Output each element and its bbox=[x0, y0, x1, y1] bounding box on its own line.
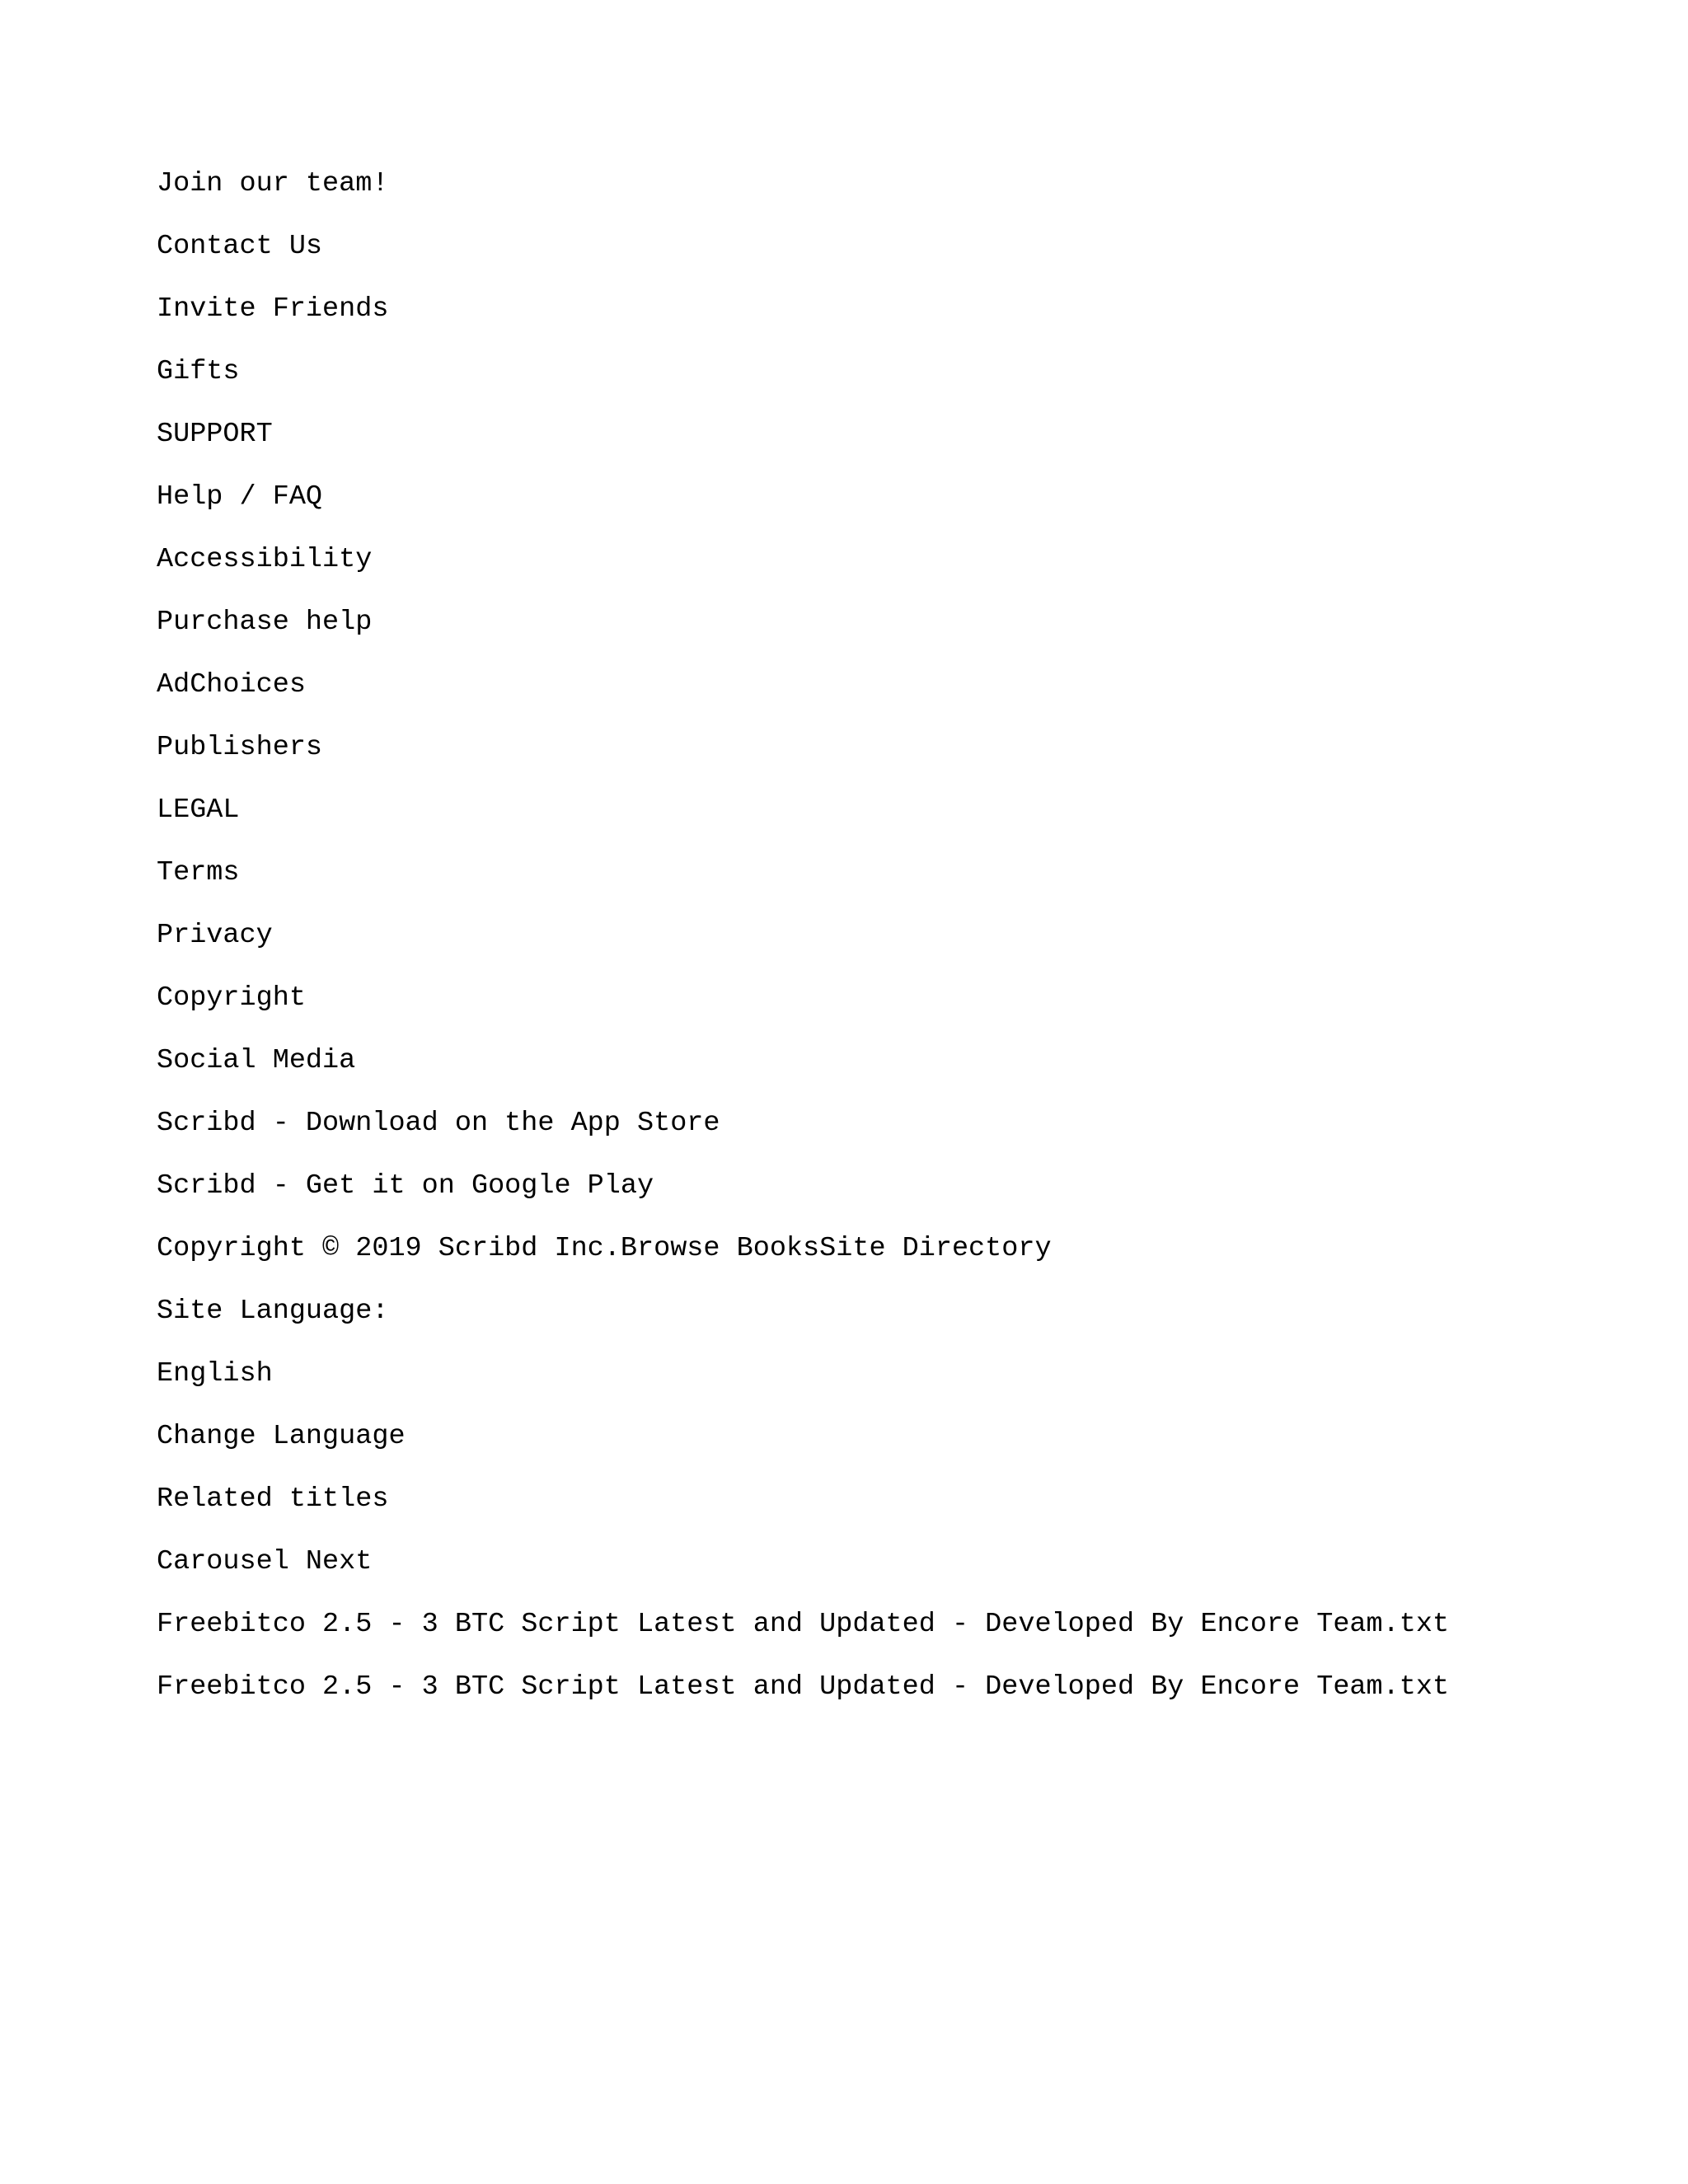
social-media-heading: Social Media bbox=[157, 1045, 356, 1076]
copyright-notice: Copyright © 2019 Scribd Inc.Browse BooksSite Directory bbox=[157, 1233, 1052, 1264]
adchoices-link[interactable]: AdChoices bbox=[157, 669, 306, 701]
current-language: English bbox=[157, 1358, 273, 1390]
legal-heading: LEGAL bbox=[157, 794, 240, 826]
copyright-link[interactable]: Copyright bbox=[157, 982, 306, 1014]
google-play-link[interactable]: Scribd - Get it on Google Play bbox=[157, 1170, 654, 1202]
accessibility-link[interactable]: Accessibility bbox=[157, 544, 373, 575]
invite-friends-link[interactable]: Invite Friends bbox=[157, 293, 389, 325]
related-title-link[interactable]: Freebitco 2.5 - 3 BTC Script Latest and Updated - Developed By Encore Team.txt bbox=[157, 1609, 1450, 1640]
purchase-help-link[interactable]: Purchase help bbox=[157, 607, 373, 638]
join-our-team-link[interactable]: Join our team! bbox=[157, 168, 389, 199]
carousel-next-button[interactable]: Carousel Next bbox=[157, 1546, 373, 1577]
support-heading: SUPPORT bbox=[157, 419, 273, 450]
related-title-link[interactable]: Freebitco 2.5 - 3 BTC Script Latest and Updated - Developed By Encore Team.txt bbox=[157, 1671, 1450, 1703]
publishers-link[interactable]: Publishers bbox=[157, 732, 323, 763]
help-faq-link[interactable]: Help / FAQ bbox=[157, 481, 323, 513]
app-store-link[interactable]: Scribd - Download on the App Store bbox=[157, 1108, 720, 1139]
contact-us-link[interactable]: Contact Us bbox=[157, 231, 323, 262]
change-language-button[interactable]: Change Language bbox=[157, 1421, 406, 1452]
related-titles-heading: Related titles bbox=[157, 1483, 389, 1515]
privacy-link[interactable]: Privacy bbox=[157, 920, 273, 951]
text-line-list bbox=[157, 152, 1449, 1718]
terms-link[interactable]: Terms bbox=[157, 857, 240, 888]
site-language-label: Site Language: bbox=[157, 1296, 389, 1327]
gifts-link[interactable]: Gifts bbox=[157, 356, 240, 387]
